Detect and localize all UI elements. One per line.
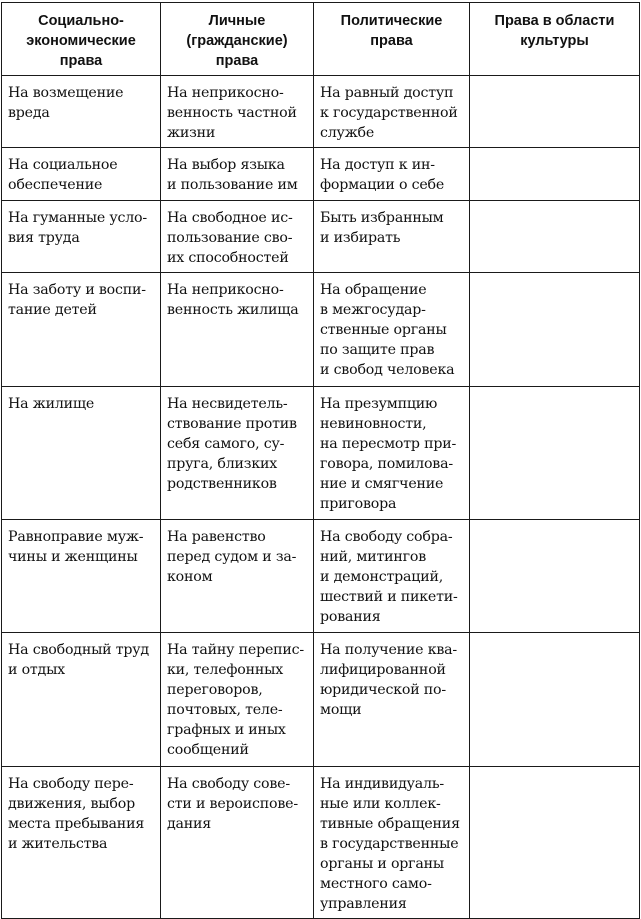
cell-text-line: культуры bbox=[520, 33, 589, 49]
cell-text-line: На свободу собра- bbox=[320, 529, 453, 545]
cell-text-line: рования bbox=[320, 609, 381, 625]
cell-text-line: к государственной bbox=[320, 105, 458, 121]
cell-text-line: На индивидуаль- bbox=[320, 776, 444, 792]
cell-text-line: На получение ква- bbox=[320, 642, 457, 658]
cell-text-line: невиновности, bbox=[320, 416, 427, 432]
cell-socio-economic bbox=[2, 148, 161, 201]
cell-text-line: и демонстраций, bbox=[320, 569, 444, 585]
cell-cultural bbox=[470, 633, 640, 767]
header-row bbox=[2, 3, 640, 76]
cell-text-line: На неприкосно- bbox=[167, 282, 284, 298]
cell-text-line: венность частной bbox=[167, 105, 297, 121]
header-political bbox=[314, 3, 470, 76]
cell-text-line: говора, помилова- bbox=[320, 456, 453, 472]
cell-text-line: экономические bbox=[26, 33, 136, 49]
cell-text-line: себя самого, су- bbox=[167, 436, 285, 452]
cell-text-line: почтовых, теле- bbox=[167, 702, 283, 718]
cell-cultural bbox=[470, 201, 640, 273]
cell-text-line: ные или коллек- bbox=[320, 796, 441, 812]
cell-text-line: службе bbox=[320, 125, 375, 141]
cell-cultural bbox=[470, 148, 640, 201]
cell-text-line: Политические bbox=[340, 13, 443, 29]
cell-text-line: приговора bbox=[320, 496, 397, 512]
cell-text-line: жизни bbox=[167, 125, 216, 141]
cell-text-line: местного само- bbox=[320, 876, 432, 892]
header-cultural bbox=[470, 3, 640, 76]
cell-text-line: обеспечение bbox=[8, 177, 103, 193]
cell-text-line: шествий и пикети- bbox=[320, 589, 458, 605]
cell-political bbox=[314, 201, 470, 273]
cell-text-line: (гражданские) bbox=[186, 33, 288, 49]
cell-text-line: в межгосудар- bbox=[320, 302, 426, 318]
cell-text-line: мощи bbox=[320, 702, 362, 718]
cell-text-line: и жительства bbox=[8, 836, 108, 852]
cell-cultural bbox=[470, 76, 640, 148]
cell-socio-economic bbox=[2, 201, 161, 273]
cell-text-line: На социальное bbox=[8, 157, 118, 173]
rights-table bbox=[1, 2, 640, 919]
cell-text-line: и свобод человека bbox=[320, 362, 455, 378]
cell-cultural bbox=[470, 520, 640, 633]
cell-text-line: тивные обращения bbox=[320, 816, 460, 832]
table-row bbox=[2, 148, 640, 201]
cell-text-line: дания bbox=[167, 816, 212, 832]
cell-political bbox=[314, 520, 470, 633]
table-row bbox=[2, 273, 640, 387]
cell-text-line: права bbox=[370, 33, 413, 49]
cell-socio-economic bbox=[2, 767, 161, 919]
cell-text-line: На свободу сове- bbox=[167, 776, 290, 792]
cell-text-line: ки, телефонных bbox=[167, 662, 284, 678]
cell-text-line: На несвидетель- bbox=[167, 396, 288, 412]
cell-text-line: переговоров, bbox=[167, 682, 263, 698]
header-socio-economic bbox=[2, 3, 161, 76]
cell-text-line: На жилище bbox=[8, 396, 95, 412]
cell-text-line: вреда bbox=[8, 105, 50, 121]
cell-text-line: На тайну перепис- bbox=[167, 642, 304, 658]
cell-text-line: На гуманные усло- bbox=[8, 210, 147, 226]
cell-text-line: тание детей bbox=[8, 302, 97, 318]
cell-cultural bbox=[470, 387, 640, 520]
cell-text-line: и отдых bbox=[8, 662, 65, 678]
cell-political bbox=[314, 387, 470, 520]
cell-text-line: пользование сво- bbox=[167, 230, 293, 246]
cell-text-line: и избирать bbox=[320, 230, 401, 246]
cell-text-line: движения, выбор bbox=[8, 796, 135, 812]
cell-socio-economic bbox=[2, 633, 161, 767]
cell-text-line: На возмещение bbox=[8, 85, 124, 101]
cell-text-line: коном bbox=[167, 569, 213, 585]
cell-text-line: На свободный труд bbox=[8, 642, 149, 658]
cell-personal-civil bbox=[161, 273, 314, 387]
cell-text-line: права bbox=[59, 53, 103, 69]
cell-text-line: по защите прав bbox=[320, 342, 435, 358]
cell-text-line: Быть избранным bbox=[320, 210, 444, 226]
cell-socio-economic bbox=[2, 273, 161, 387]
cell-text-line: ние и смягчение bbox=[320, 476, 444, 492]
cell-text-line: формации о себе bbox=[320, 177, 445, 193]
cell-text-line: управления bbox=[320, 896, 407, 912]
cell-text-line: права bbox=[215, 53, 259, 69]
cell-text-line: ственные органы bbox=[320, 322, 447, 338]
table-row bbox=[2, 76, 640, 148]
cell-text-line: ний, митингов bbox=[320, 549, 427, 565]
cell-text-line: сообщений bbox=[167, 742, 249, 758]
cell-political bbox=[314, 633, 470, 767]
cell-text-line: сти и вероиспове- bbox=[167, 796, 298, 812]
table-row bbox=[2, 767, 640, 919]
cell-text-line: На равенство bbox=[167, 529, 266, 545]
cell-socio-economic bbox=[2, 76, 161, 148]
header-personal-civil bbox=[161, 3, 314, 76]
cell-political bbox=[314, 273, 470, 387]
cell-text-line: чины и женщины bbox=[8, 549, 138, 565]
cell-socio-economic bbox=[2, 387, 161, 520]
cell-text-line: в государственные bbox=[320, 836, 459, 852]
cell-text-line: вия труда bbox=[8, 230, 80, 246]
cell-text-line: и пользование им bbox=[167, 177, 298, 193]
cell-text-line: лифицированной bbox=[320, 662, 446, 678]
cell-political bbox=[314, 148, 470, 201]
cell-political bbox=[314, 76, 470, 148]
cell-text-line: На свободу пере- bbox=[8, 776, 134, 792]
cell-text-line: На обращение bbox=[320, 282, 427, 298]
cell-text-line: юридической по- bbox=[320, 682, 446, 698]
cell-text-line: На неприкосно- bbox=[167, 85, 284, 101]
cell-personal-civil bbox=[161, 767, 314, 919]
cell-cultural bbox=[470, 767, 640, 919]
table-row bbox=[2, 633, 640, 767]
cell-text-line: ствование против bbox=[167, 416, 297, 432]
table-row bbox=[2, 387, 640, 520]
cell-text-line: Социально- bbox=[38, 13, 124, 29]
cell-text-line: Личные bbox=[208, 13, 266, 29]
cell-personal-civil bbox=[161, 148, 314, 201]
cell-text-line: пруга, близких bbox=[167, 456, 278, 472]
cell-personal-civil bbox=[161, 633, 314, 767]
cell-text-line: Права в области bbox=[494, 13, 615, 29]
cell-text-line: На заботу и воспи- bbox=[8, 282, 146, 298]
cell-socio-economic bbox=[2, 520, 161, 633]
cell-text-line: На свободное ис- bbox=[167, 210, 293, 226]
cell-text-line: На презумпцию bbox=[320, 396, 438, 412]
cell-text-line: На выбор языка bbox=[167, 157, 285, 173]
cell-text-line: венность жилища bbox=[167, 302, 299, 318]
cell-cultural bbox=[470, 273, 640, 387]
table-row bbox=[2, 520, 640, 633]
cell-personal-civil bbox=[161, 387, 314, 520]
cell-text-line: родственников bbox=[167, 476, 277, 492]
cell-text-line: на пересмотр при- bbox=[320, 436, 457, 452]
cell-political bbox=[314, 767, 470, 919]
cell-text-line: графных и иных bbox=[167, 722, 286, 738]
cell-text-line: На доступ к ин- bbox=[320, 157, 435, 173]
cell-text-line: На равный доступ bbox=[320, 85, 454, 101]
cell-text-line: их способностей bbox=[167, 250, 289, 266]
cell-personal-civil bbox=[161, 201, 314, 273]
cell-text-line: места пребывания bbox=[8, 816, 145, 832]
cell-personal-civil bbox=[161, 76, 314, 148]
cell-text-line: Равноправие муж- bbox=[8, 529, 144, 545]
cell-personal-civil bbox=[161, 520, 314, 633]
cell-text-line: перед судом и за- bbox=[167, 549, 297, 565]
cell-text-line: органы и органы bbox=[320, 856, 445, 872]
table-row bbox=[2, 201, 640, 273]
